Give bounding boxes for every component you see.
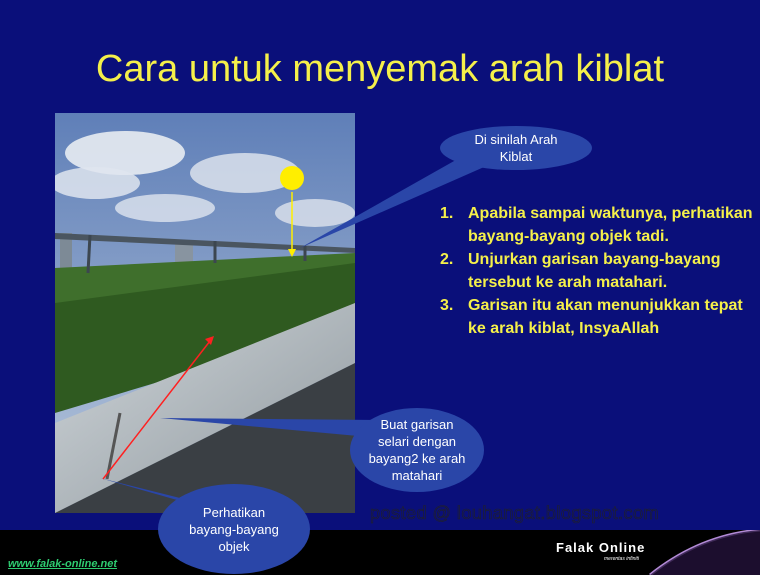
logo-text: Falak Online [556,540,646,555]
step-number: 2. [440,251,454,268]
logo-tagline: merentas infiniti [604,556,640,562]
callout-garisan [350,408,484,492]
footer-url[interactable]: www.falak-online.net [8,558,117,570]
step-number: 3. [440,297,454,314]
callout-kiblat [440,126,592,170]
step-text: Unjurkan garisan bayang-bayang tersebut ke arah matahari. [468,251,721,291]
credit-watermark: posted @ louhangat.blogspot.com [370,503,659,523]
footer [0,530,760,575]
steps-list [440,202,760,340]
callout-bayang [158,484,310,574]
planet-arc-icon [640,530,760,575]
falak-online-logo [556,540,645,555]
slide-title: Cara untuk menyemak arah kiblat [95,48,665,90]
list-item [440,248,760,294]
list-item [440,202,760,248]
pointer-garisan [160,418,380,438]
step-number: 1. [440,205,454,222]
callout-bayang-text: Perhatikan bayang-bayang objek [189,504,279,554]
list-item [440,294,760,340]
callout-kiblat-text: Di sinilah Arah Kiblat [474,132,558,164]
callout-garisan-text: Buat garisan selari dengan bayang2 ke arah matahari [368,417,466,483]
step-text: Garisan itu akan menunjukkan tepat ke arah kiblat, InsyaAllah [468,297,743,337]
step-text: Apabila sampai waktunya, perhatikan bayang-bayang objek tadi. [468,205,753,245]
